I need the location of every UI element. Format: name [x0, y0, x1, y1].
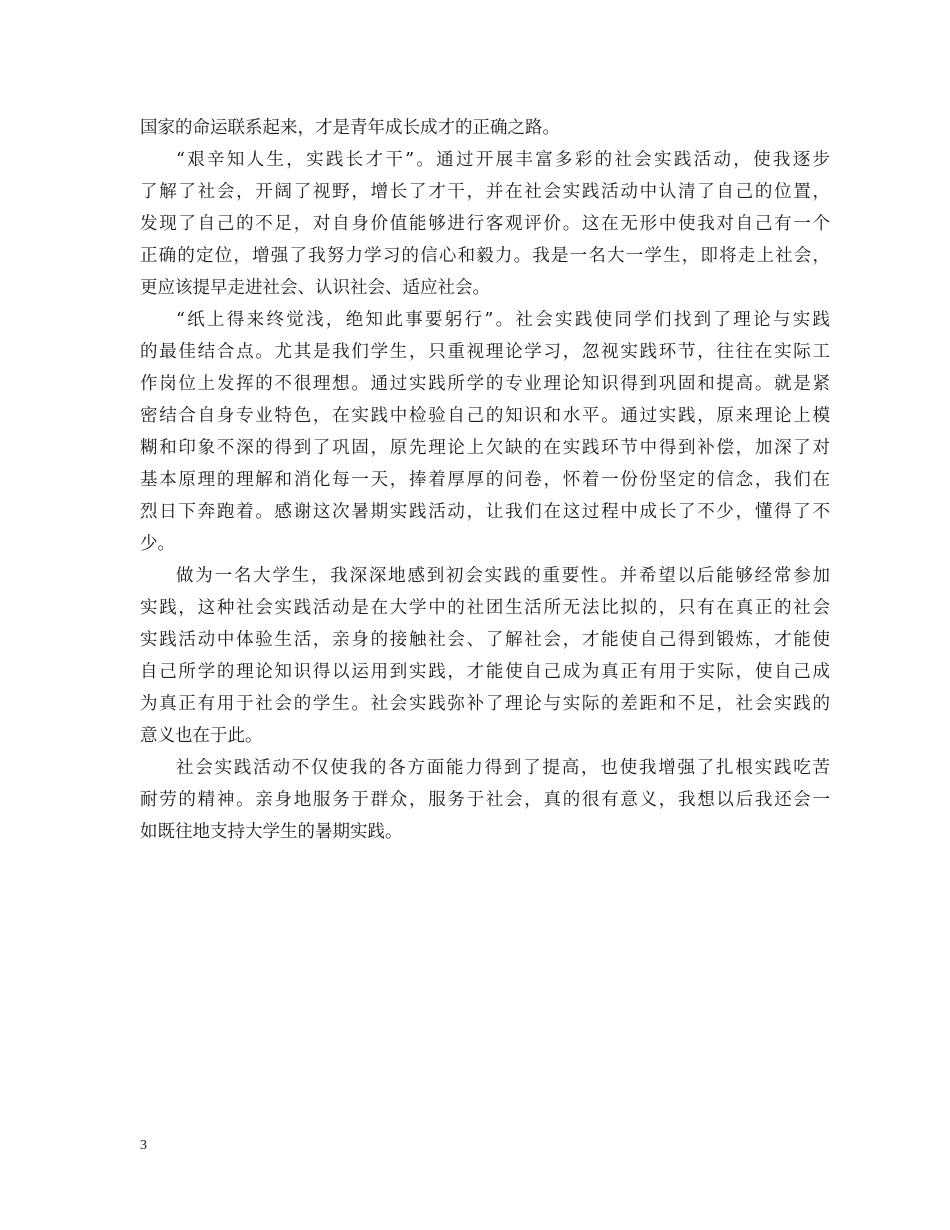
- paragraph: [140, 304, 830, 560]
- paragraph-line: 少。: [140, 534, 175, 554]
- paragraph-line: 正确的定位，增强了我努力学习的信心和毅力。我是一名大一学生，即将走上社会，: [140, 246, 830, 266]
- paragraph-line: 了解了社会，开阔了视野，增长了才干，并在社会实践活动中认清了自己的位置，: [140, 182, 830, 202]
- page-number: 3: [140, 1138, 147, 1153]
- paragraph-line: 国家的命运联系起来，才是青年成长成才的正确之路。: [140, 118, 560, 138]
- paragraph-line: 耐劳的精神。亲身地服务于群众，服务于社会，真的很有意义，我想以后我还会一: [140, 790, 830, 810]
- paragraph-line: 做为一名大学生，我深深地感到初会实践的重要性。并希望以后能够经常参加: [176, 566, 830, 586]
- paragraph-line: 如既往地支持大学生的暑期实践。: [140, 822, 403, 842]
- paragraph-line: 的最佳结合点。尤其是我们学生，只重视理论学习，忽视实践环节，往往在实际工: [140, 342, 830, 362]
- paragraph: [140, 752, 830, 848]
- paragraph-line: 为真正有用于社会的学生。社会实践弥补了理论与实际的差距和不足，社会实践的: [140, 694, 830, 714]
- paragraph-line: 自己所学的理论知识得以运用到实践，才能使自己成为真正有用于实际，使自己成: [140, 662, 830, 682]
- paragraph-line: 糊和印象不深的得到了巩固，原先理论上欠缺的在实践环节中得到补偿，加深了对: [140, 438, 830, 458]
- paragraph-line: 实践活动中体验生活，亲身的接触社会、了解社会，才能使自己得到锻炼，才能使: [140, 630, 830, 650]
- paragraph-line: “纸上得来终觉浅，绝知此事要躬行”。社会实践使同学们找到了理论与实践: [176, 310, 830, 330]
- paragraph-line: 密结合自身专业特色，在实践中检验自己的知识和水平。通过实践，原来理论上模: [140, 406, 830, 426]
- paragraph: [140, 112, 830, 144]
- paragraph: [140, 560, 830, 752]
- document-body: [140, 112, 830, 848]
- paragraph: [140, 144, 830, 304]
- paragraph-line: 更应该提早走进社会、认识社会、适应社会。: [140, 278, 490, 298]
- paragraph-line: 作岗位上发挥的不很理想。通过实践所学的专业理论知识得到巩固和提高。就是紧: [140, 374, 830, 394]
- paragraph-line: 社会实践活动不仅使我的各方面能力得到了提高，也使我增强了扎根实践吃苦: [176, 758, 830, 778]
- paragraph-line: 发现了自己的不足，对自身价值能够进行客观评价。这在无形中使我对自己有一个: [140, 214, 830, 234]
- paragraph-line: 基本原理的理解和消化每一天，捧着厚厚的问卷，怀着一份份坚定的信念，我们在: [140, 470, 830, 490]
- paragraph-line: 烈日下奔跑着。感谢这次暑期实践活动，让我们在这过程中成长了不少，懂得了不: [140, 502, 830, 522]
- paragraph-line: 实践，这种社会实践活动是在大学中的社团生活所无法比拟的，只有在真正的社会: [140, 598, 830, 618]
- paragraph-line: 意义也在于此。: [140, 726, 263, 746]
- paragraph-line: “艰辛知人生，实践长才干”。通过开展丰富多彩的社会实践活动，使我逐步: [176, 150, 830, 170]
